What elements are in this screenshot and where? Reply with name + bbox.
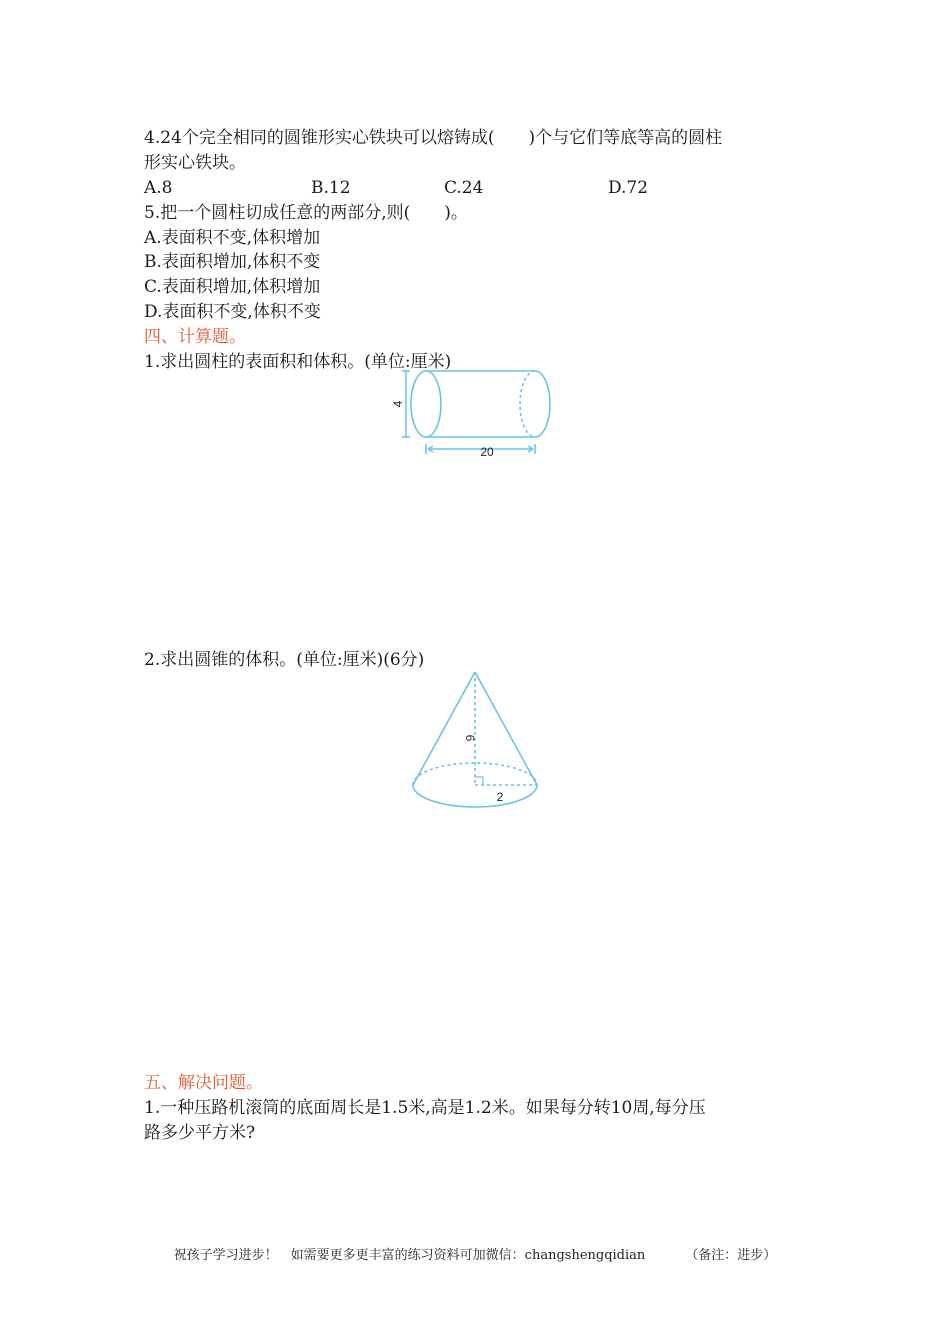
section4-q2-text: 2.求出圆锥的体积。(单位:厘米)(6分)	[144, 650, 425, 670]
cone-height-label: 6	[463, 734, 477, 742]
q5-option-d: D.表面积不变,体积不变	[144, 302, 321, 322]
section4-q1-text: 1.求出圆柱的表面积和体积。(单位:厘米)	[144, 352, 452, 372]
q5-option-a: A.表面积不变,体积增加	[144, 228, 321, 248]
section5-title: 五、解决问题。	[144, 1073, 263, 1093]
q4-option-c: C.24	[444, 178, 484, 198]
section5-q1-line1: 1.一种压路机滚筒的底面周长是1.5米,高是1.2米。如果每分转10周,每分压	[144, 1098, 706, 1118]
cone-radius-label: 2	[496, 790, 504, 805]
page-footer	[0, 1246, 950, 1266]
cone-right-slant	[475, 672, 537, 785]
cylinder-right-base-hidden	[520, 371, 535, 437]
q4-option-d: D.72	[608, 178, 649, 198]
q4-option-a: A.8	[144, 178, 173, 198]
cone-right-angle-mark	[475, 777, 483, 785]
q5-option-c: C.表面积增加,体积增加	[144, 277, 321, 297]
q5-stem: 5.把一个圆柱切成任意的两部分,则( )。	[144, 203, 468, 223]
cylinder-right-base-front	[535, 371, 550, 437]
cylinder-left-base	[411, 371, 441, 437]
section5-q1-line2: 路多少平方米?	[144, 1123, 256, 1143]
cylinder-length-label: 20	[480, 445, 494, 460]
cone-base-front	[413, 785, 537, 807]
section4-title: 四、计算题。	[144, 327, 246, 347]
q4-stem-line2: 形实心铁块。	[144, 153, 246, 173]
cone-left-slant	[413, 672, 475, 785]
cylinder-figure	[391, 366, 556, 462]
cylinder-height-label: 4	[391, 400, 405, 408]
footer-text: 祝孩子学习进步！ 如需要更多更丰富的练习资料可加微信：changshengqidian	[173, 1248, 646, 1263]
q4-stem-line1: 4.24个完全相同的圆锥形实心铁块可以熔铸成( )个与它们等底等高的圆柱	[144, 128, 723, 148]
q4-option-b: B.12	[311, 178, 351, 198]
footer-note: （备注：进步）	[685, 1248, 777, 1263]
cone-figure	[408, 666, 542, 814]
q5-option-b: B.表面积增加,体积不变	[144, 252, 321, 272]
